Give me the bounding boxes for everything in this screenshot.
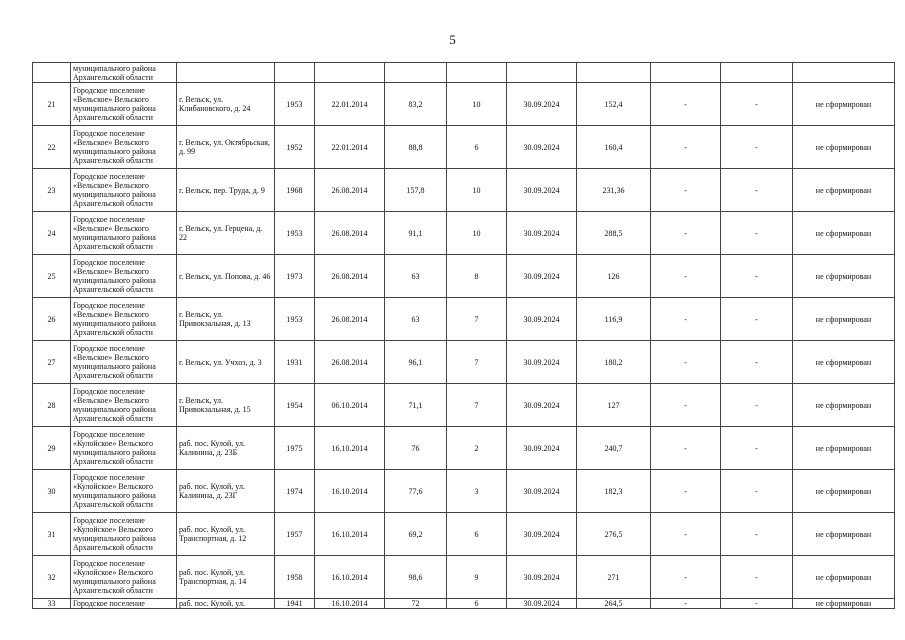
cell-address: г. Вельск, ул. Привокзальная, д. 13 — [177, 298, 275, 341]
cell-deadline: 30.09.2024 — [507, 513, 577, 556]
table-row — [33, 126, 895, 169]
cell-status: не сформирован — [793, 427, 895, 470]
cell-year: 1952 — [275, 126, 315, 169]
cell-deadline: 30.09.2024 — [507, 599, 577, 609]
cell-status: не сформирован — [793, 556, 895, 599]
cell-date: 26.08.2014 — [315, 255, 385, 298]
cell-year: 1957 — [275, 513, 315, 556]
cell-number: 27 — [33, 341, 71, 384]
cell-settlement: Городское поселение «Вельское» Вельского муниципального района Архангельской области — [71, 341, 177, 384]
cell-col11: - — [721, 83, 793, 126]
cell-settlement: Городское поселение «Кулойское» Вельского муниципального района Архангельской области — [71, 556, 177, 599]
cell-resettle-area: 231,36 — [577, 169, 651, 212]
cell-col11: - — [721, 556, 793, 599]
cell-area: 91,1 — [385, 212, 447, 255]
cell-deadline: 30.09.2024 — [507, 470, 577, 513]
cell-year: 1953 — [275, 212, 315, 255]
cell-number: 28 — [33, 384, 71, 427]
cell-number: 29 — [33, 427, 71, 470]
cell-col11: - — [721, 384, 793, 427]
cell-address: г. Вельск, ул. Октябрьская, д. 99 — [177, 126, 275, 169]
cell-address: раб. пос. Кулой, ул. Калинина, д. 23Б — [177, 427, 275, 470]
cell-settlement: Городское поселение «Кулойское» Вельского муниципального района Архангельской области — [71, 470, 177, 513]
cell-col10: - — [651, 384, 721, 427]
cell-residents: 6 — [447, 513, 507, 556]
cell-area: 69,2 — [385, 513, 447, 556]
cell-year: 1953 — [275, 83, 315, 126]
cell-residents: 8 — [447, 255, 507, 298]
table-row — [33, 169, 895, 212]
cell-area: 63 — [385, 298, 447, 341]
cell-settlement: Городское поселение «Вельское» Вельского муниципального района Архангельской области — [71, 83, 177, 126]
cell-deadline: 30.09.2024 — [507, 427, 577, 470]
cell-year: 1953 — [275, 298, 315, 341]
cell-date: 16.10.2014 — [315, 470, 385, 513]
cell-number: 30 — [33, 470, 71, 513]
table-row — [33, 427, 895, 470]
cell-status: не сформирован — [793, 513, 895, 556]
cell-year: 1931 — [275, 341, 315, 384]
cell-year: 1968 — [275, 169, 315, 212]
cell-number: 21 — [33, 83, 71, 126]
cell-area: 83,2 — [385, 83, 447, 126]
cell-address: г. Вельск, ул. Привокзальная, д. 15 — [177, 384, 275, 427]
cell-col10: - — [651, 556, 721, 599]
cell-residents: 7 — [447, 341, 507, 384]
cell-resettle-area: 182,3 — [577, 470, 651, 513]
cell-status: не сформирован — [793, 169, 895, 212]
cell-area: 157,8 — [385, 169, 447, 212]
table-row — [33, 556, 895, 599]
cell-number: 22 — [33, 126, 71, 169]
cell-deadline: 30.09.2024 — [507, 212, 577, 255]
cell-residents: 3 — [447, 470, 507, 513]
cell-deadline: 30.09.2024 — [507, 298, 577, 341]
cell-residents: 10 — [447, 212, 507, 255]
cell-residents: 2 — [447, 427, 507, 470]
cell-settlement: Городское поселение «Вельское» Вельского муниципального района Архангельской области — [71, 298, 177, 341]
cell-col10: - — [651, 126, 721, 169]
cell-year: 1973 — [275, 255, 315, 298]
cell-settlement: Городское поселение «Вельское» Вельского муниципального района Архангельской области — [71, 384, 177, 427]
cell-address: г. Вельск, ул. Герцена, д. 22 — [177, 212, 275, 255]
cell-col10: - — [651, 427, 721, 470]
cell-col11: - — [721, 599, 793, 609]
cell-date: 16.10.2014 — [315, 427, 385, 470]
cell-deadline: 30.09.2024 — [507, 556, 577, 599]
cell-col11: - — [721, 298, 793, 341]
cell-year: 1975 — [275, 427, 315, 470]
cell-date: 06.10.2014 — [315, 384, 385, 427]
cell-resettle-area: 126 — [577, 255, 651, 298]
table-row — [33, 83, 895, 126]
cell-resettle-area: 180,2 — [577, 341, 651, 384]
cell-status: не сформирован — [793, 126, 895, 169]
cell-col11: - — [721, 255, 793, 298]
cell-settlement: Городское поселение «Кулойское» Вельского муниципального района Архангельской области — [71, 427, 177, 470]
page-number: 5 — [449, 32, 456, 47]
cell-date: 26.08.2014 — [315, 212, 385, 255]
cell-settlement: Городское поселение «Вельское» Вельского муниципального района Архангельской области — [71, 126, 177, 169]
cell-residents: 6 — [447, 126, 507, 169]
cell-col10: - — [651, 83, 721, 126]
table-row — [33, 513, 895, 556]
cell-area: 72 — [385, 599, 447, 609]
cell-col11: - — [721, 470, 793, 513]
cell-year: 1954 — [275, 384, 315, 427]
cell-number: 23 — [33, 169, 71, 212]
cell-status: не сформирован — [793, 470, 895, 513]
cell-address: г. Вельск, пер. Труда, д. 9 — [177, 169, 275, 212]
cell-date: 16.10.2014 — [315, 599, 385, 609]
cell-number: 24 — [33, 212, 71, 255]
cell-address: г. Вельск, ул. Учхоз, д. 3 — [177, 341, 275, 384]
cell-address: г. Вельск, ул. Клибановского, д. 24 — [177, 83, 275, 126]
cell-status: не сформирован — [793, 298, 895, 341]
cell-number: 31 — [33, 513, 71, 556]
cell-settlement: муниципального района Архангельской области — [71, 63, 177, 83]
cell-settlement: Городское поселение «Вельское» Вельского муниципального района Архангельской области — [71, 255, 177, 298]
cell-year: 1958 — [275, 556, 315, 599]
cell-resettle-area: 160,4 — [577, 126, 651, 169]
cell-residents: 7 — [447, 384, 507, 427]
cell-resettle-area: 152,4 — [577, 83, 651, 126]
cell-status: не сформирован — [793, 83, 895, 126]
cell-settlement: Городское поселение «Вельское» Вельского муниципального района Архангельской области — [71, 169, 177, 212]
cell-deadline: 30.09.2024 — [507, 255, 577, 298]
cell-status: не сформирован — [793, 341, 895, 384]
cell-number: 25 — [33, 255, 71, 298]
table-row — [33, 599, 895, 609]
cell-area: 96,1 — [385, 341, 447, 384]
cell-deadline: 30.09.2024 — [507, 169, 577, 212]
table-row — [33, 255, 895, 298]
cell-deadline: 30.09.2024 — [507, 341, 577, 384]
cell-col10: - — [651, 341, 721, 384]
cell-status: не сформирован — [793, 255, 895, 298]
cell-residents: 10 — [447, 169, 507, 212]
cell-date: 16.10.2014 — [315, 513, 385, 556]
cell-address: раб. пос. Кулой, ул. Транспортная, д. 12 — [177, 513, 275, 556]
table-row — [33, 341, 895, 384]
cell-settlement: Городское поселение — [71, 599, 177, 609]
housing-registry-table — [32, 62, 895, 609]
cell-deadline: 30.09.2024 — [507, 83, 577, 126]
cell-resettle-area: 116,9 — [577, 298, 651, 341]
cell-col11: - — [721, 513, 793, 556]
cell-address: г. Вельск, ул. Попова, д. 46 — [177, 255, 275, 298]
cell-col10: - — [651, 513, 721, 556]
cell-col10: - — [651, 298, 721, 341]
cell-year: 1941 — [275, 599, 315, 609]
table-body — [33, 63, 895, 609]
cell-settlement: Городское поселение «Кулойское» Вельского муниципального района Архангельской области — [71, 513, 177, 556]
cell-residents: 9 — [447, 556, 507, 599]
cell-area: 98,6 — [385, 556, 447, 599]
cell-col10: - — [651, 255, 721, 298]
cell-date: 16.10.2014 — [315, 556, 385, 599]
cell-resettle-area: 271 — [577, 556, 651, 599]
cell-area: 88,8 — [385, 126, 447, 169]
cell-resettle-area: 276,5 — [577, 513, 651, 556]
cell-col11: - — [721, 341, 793, 384]
cell-number: 32 — [33, 556, 71, 599]
cell-deadline: 30.09.2024 — [507, 126, 577, 169]
cell-col10: - — [651, 599, 721, 609]
cell-address: раб. пос. Кулой, ул. Калинина, д. 23Г — [177, 470, 275, 513]
cell-settlement: Городское поселение «Вельское» Вельского муниципального района Архангельской области — [71, 212, 177, 255]
cell-status: не сформирован — [793, 212, 895, 255]
cell-col11: - — [721, 212, 793, 255]
cell-residents: 7 — [447, 298, 507, 341]
cell-date: 26.08.2014 — [315, 169, 385, 212]
table-row — [33, 470, 895, 513]
cell-resettle-area: 264,5 — [577, 599, 651, 609]
cell-address: раб. пос. Кулой, ул. Транспортная, д. 14 — [177, 556, 275, 599]
cell-residents: 6 — [447, 599, 507, 609]
cell-area: 77,6 — [385, 470, 447, 513]
cell-date: 22.01.2014 — [315, 83, 385, 126]
cell-col10: - — [651, 470, 721, 513]
cell-area: 76 — [385, 427, 447, 470]
table-row — [33, 384, 895, 427]
cell-area: 63 — [385, 255, 447, 298]
cell-residents: 10 — [447, 83, 507, 126]
cell-col11: - — [721, 427, 793, 470]
cell-date: 22.01.2014 — [315, 126, 385, 169]
cell-number: 33 — [33, 599, 71, 609]
cell-date: 26.08.2014 — [315, 298, 385, 341]
cell-status: не сформирован — [793, 384, 895, 427]
cell-col10: - — [651, 212, 721, 255]
cell-col10: - — [651, 169, 721, 212]
cell-year: 1974 — [275, 470, 315, 513]
cell-status: не сформирован — [793, 599, 895, 609]
cell-resettle-area: 240,7 — [577, 427, 651, 470]
cell-col11: - — [721, 126, 793, 169]
cell-resettle-area: 127 — [577, 384, 651, 427]
cell-area: 71,1 — [385, 384, 447, 427]
table-row — [33, 298, 895, 341]
continued-row — [33, 63, 895, 83]
cell-number: 26 — [33, 298, 71, 341]
cell-deadline: 30.09.2024 — [507, 384, 577, 427]
cell-date: 26.08.2014 — [315, 341, 385, 384]
table-row — [33, 212, 895, 255]
cell-resettle-area: 288,5 — [577, 212, 651, 255]
cell-col11: - — [721, 169, 793, 212]
cell-address: раб. пос. Кулой, ул. — [177, 599, 275, 609]
